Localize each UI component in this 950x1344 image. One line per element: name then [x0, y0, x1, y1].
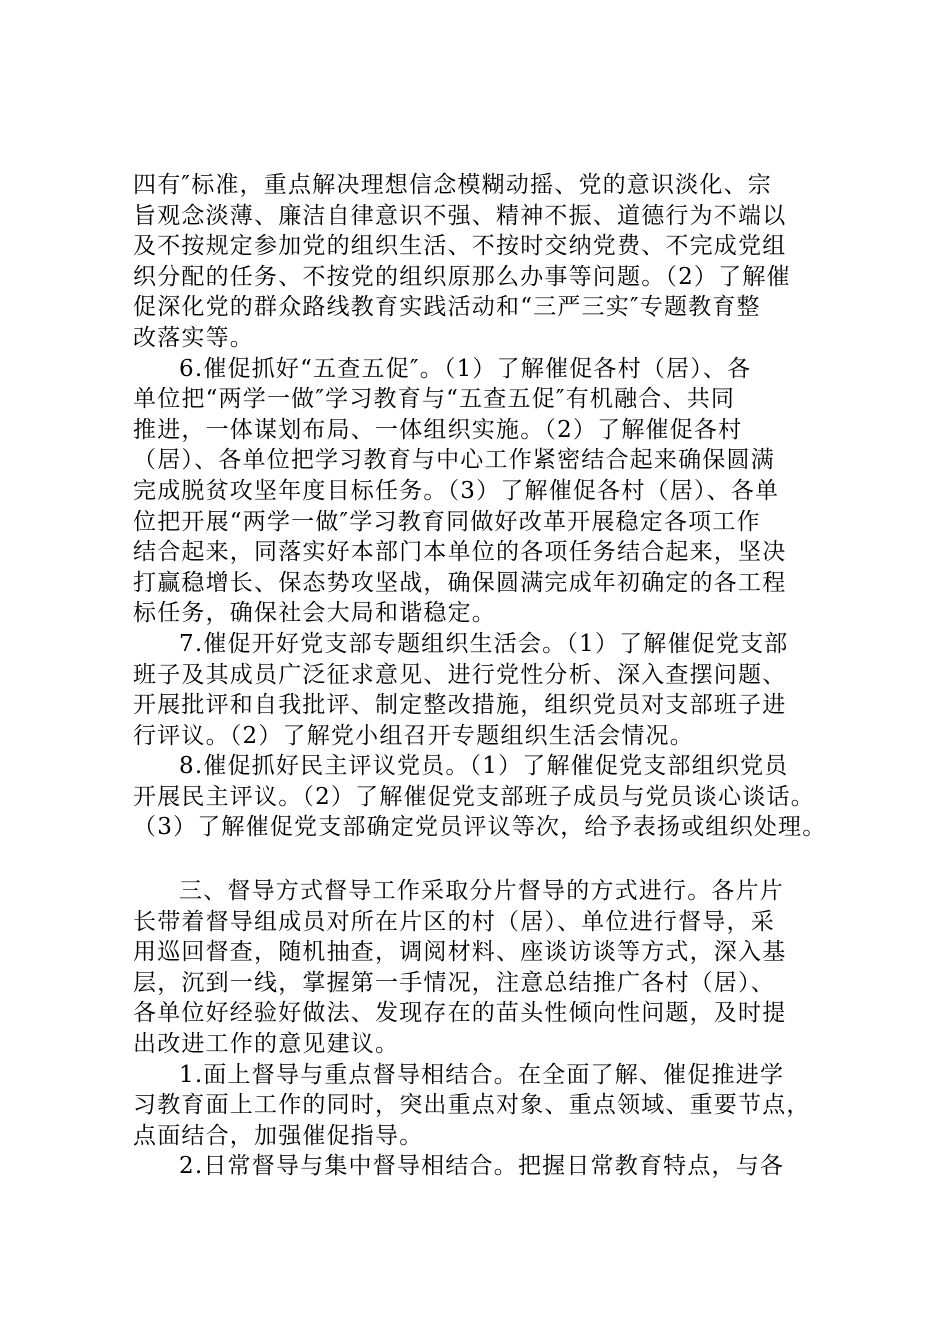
item-8-heading-line: 8.催促抓好民主评议党员。（1）了解催促党支部组织党员 [179, 753, 789, 780]
text-line: 推进，一体谋划布局、一体组织实施。（2）了解催促各村 [133, 416, 743, 443]
text-line: 位把开展“两学一做″学习教育同做好改革开展稳定各项工作 [133, 508, 761, 535]
text-line: 点面结合，加强催促指导。 [133, 1122, 424, 1149]
text-line: 织分配的任务、不按党的组织原那么办事等问题。（2）了解催 [133, 263, 791, 290]
item-1-heading-line: 1.面上督导与重点督导相结合。在全面了解、催促推进学 [179, 1061, 785, 1088]
text-line: 四有″标准，重点解决理想信念模糊动摇、党的意识淡化、宗 [133, 172, 772, 198]
text-line: 出改进工作的意见建议。 [133, 1030, 400, 1057]
text-section-supervision-content [133, 170, 833, 843]
text-line: 结合起来，同落实好本部门本单位的各项任务结合起来，坚决 [133, 539, 787, 566]
text-line: 用巡回督查，随机抽查，调阅材料、座谈访谈等方式，深入基 [133, 939, 787, 966]
text-line: 完成脱贫攻坚年度目标任务。（3）了解催促各村（居）、各单 [133, 477, 780, 504]
item-7-heading-line: 7.催促开好党支部专题组织生活会。（1）了解催促党支部 [179, 630, 789, 657]
text-line: （3）了解催促党支部确定党员评议等次，给予表扬或组织处理。 [133, 814, 827, 841]
text-line: 改落实等。 [133, 324, 254, 351]
text-section-supervision-method [133, 876, 833, 1182]
text-line: 各单位好经验好做法、发现存在的苗头性倾向性问题，及时提 [133, 1000, 787, 1027]
text-line: 打赢稳增长、保态势攻坚战，确保圆满完成年初确定的各工程 [133, 569, 787, 596]
text-line: 层，沉到一线，掌握第一手情况，注意总结推广各村（居）、 [133, 969, 775, 996]
text-line: 开展批评和自我批评、制定整改措施，组织党员对支部班子进 [133, 692, 787, 719]
text-line: 行评议。（2）了解党小组召开专题组织生活会情况。 [133, 722, 694, 749]
item-6-heading-line: 6.催促抓好“五查五促″。（1）了解催促各村（居）、各 [179, 355, 752, 382]
text-line: 长带着督导组成员对所在片区的村（居）、单位进行督导，采 [133, 908, 775, 935]
text-line: 单位把“两学一做″学习教育与“五查五促″有机融合、共同 [133, 386, 736, 413]
text-line: 促深化党的群众路线教育实践活动和“三严三实″专题教育整 [133, 294, 761, 321]
text-line: 班子及其成员广泛征求意见、进行党性分析、深入查摆问题、 [133, 661, 787, 688]
text-line: 及不按规定参加党的组织生活、不按时交纳党费、不完成党组 [133, 233, 787, 260]
text-line: 习教育面上工作的同时，突出重点对象、重点领域、重要节点， [133, 1092, 811, 1119]
text-line: 开展民主评议。（2）了解催促党支部班子成员与党员谈心谈话。 [133, 783, 815, 810]
text-line: 标任务，确保社会大局和谐稳定。 [133, 600, 496, 627]
text-line: （居）、各单位把学习教育与中心工作紧密结合起来确保圆满 [133, 447, 775, 474]
item-2-heading-line: 2.日常督导与集中督导相结合。把握日常教育特点，与各 [179, 1153, 785, 1180]
text-line: 旨观念淡薄、廉洁自律意识不强、精神不振、道德行为不端以 [133, 202, 787, 229]
section-3-heading-line: 三、督导方式督导工作采取分片督导的方式进行。各片片 [179, 878, 784, 904]
